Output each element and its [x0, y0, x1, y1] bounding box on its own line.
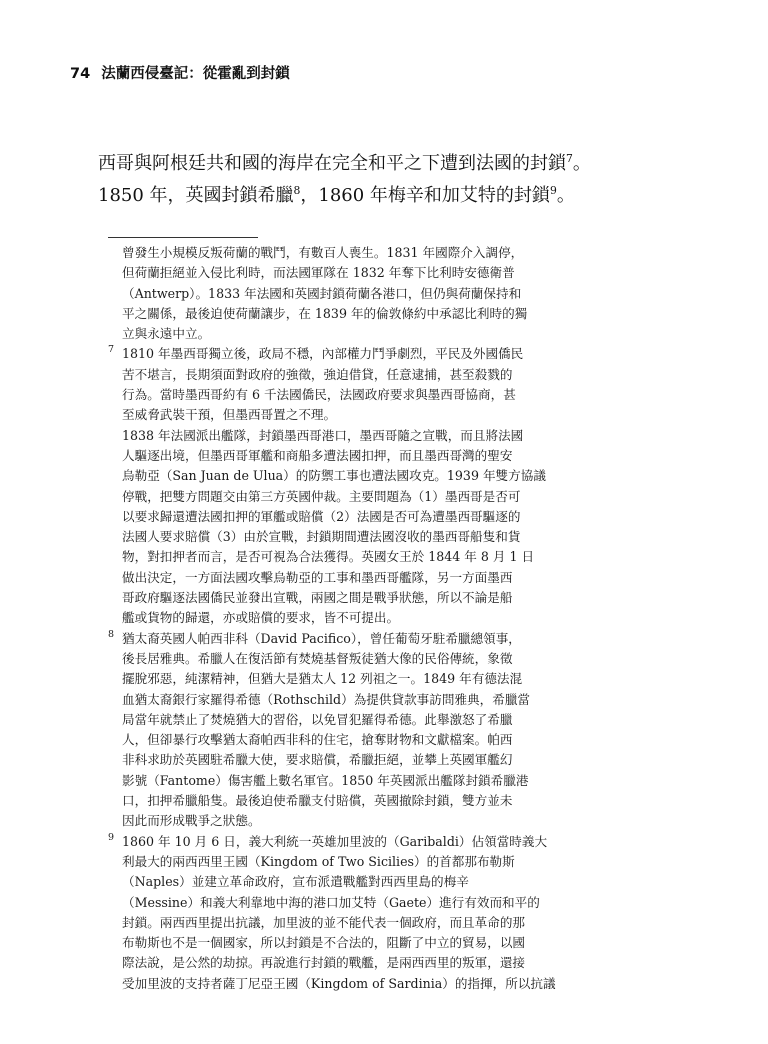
- footnote-number: 8: [108, 628, 115, 640]
- footnote-line: 行為。當時墨西哥約有 6 千法國僑民，法國政府要求與墨西哥協商，甚: [122, 387, 516, 403]
- footnote-line: 擺脫邪惡，純潔精神，但猶大是猶太人 12 列祖之一。1849 年有德法混: [122, 671, 523, 687]
- footnote-line: 平之關係，最後迫使荷蘭讓步，在 1839 年的倫敦條約中承認比利時的獨: [122, 305, 528, 321]
- footnote-line: 但荷蘭拒絕並入侵比利時，而法國軍隊在 1832 年奪下比利時安德衛普: [122, 265, 515, 281]
- footnote-line: （Naples）並建立革命政府，宣布派遣戰艦對西西里島的梅辛: [122, 874, 469, 890]
- footnote-line: 影號（Fantome）傷害艦上數名軍官。1850 年英國派出艦隊封鎖希臘港: [122, 772, 529, 788]
- footnote-line: 立與永遠中立。: [122, 326, 211, 342]
- footnotes: [108, 243, 664, 994]
- footnote-line: 法國人要求賠償（3）由於宣戰，封鎖期間遭法國沒收的墨西哥船隻和貨: [122, 529, 521, 545]
- footnote-line: 受加里波的支持者薩丁尼亞王國（Kingdom of Sardinia）的指揮，所以抗議: [122, 975, 556, 991]
- footnote-rule: [108, 237, 258, 238]
- footnote-ref: 8: [293, 184, 301, 197]
- footnote-7: [108, 344, 664, 628]
- main-text: [98, 148, 678, 212]
- main-text-line: 西哥與阿根廷共和國的海岸在完全和平之下遭到法國的封鎖$^7$。: [98, 152, 591, 174]
- footnote-line: 人，但卻暴行攻擊猶太裔帕西非科的住宅，搶奪財物和文獻檔案。帕西: [122, 732, 513, 748]
- footnote-line: （Antwerp）。1833 年法國和英國封鎖荷蘭各港口，但仍與荷蘭保持和: [122, 285, 522, 301]
- footnote-line: 因此而形成戰爭之狀態。: [122, 813, 261, 829]
- footnote-line: 1810 年墨西哥獨立後，政局不穩，內部權力鬥爭劇烈，平民及外國僑民: [122, 346, 524, 362]
- footnote-line: 局當年就禁止了焚燒猶大的習俗，以免冒犯羅得希德。此舉激怒了希臘: [122, 711, 513, 727]
- footnote-line: 哥政府驅逐法國僑民並發出宣戰，兩國之間是戰爭狀態，所以不論是船: [122, 590, 513, 606]
- footnote-line: 封鎖。兩西西里提出抗議，加里波的並不能代表一個政府，而且革命的那: [122, 914, 525, 930]
- main-text-line: 1850 年，英國封鎖希臘$^8$，1860 年梅辛和加艾特的封鎖$^9$。: [98, 184, 575, 206]
- footnote-line: 做出決定，一方面法國攻擊烏勒亞的工事和墨西哥艦隊，另一方面墨西: [122, 569, 513, 585]
- footnote-line: 物，對扣押者而言，是否可視為合法獲得。英國女王於 1844 年 8 月 1 日: [122, 549, 535, 565]
- page-number: 74: [70, 66, 91, 82]
- footnote-line: 苦不堪言，長期須面對政府的強徵，強迫借貸，任意逮捕，甚至殺戮的: [122, 366, 513, 382]
- footnote-line: 1860 年 10 月 6 日，義大利統一英雄加里波的（Garibaldi）佔領當時義大: [122, 833, 548, 849]
- footnote-line: 曾發生小規模反叛荷蘭的戰鬥，有數百人喪生。1831 年國際介入調停，: [122, 245, 524, 260]
- running-header: [70, 62, 290, 83]
- footnote-line: 至威脅武裝干預，但墨西哥置之不理。: [122, 407, 337, 423]
- footnote-line: 以要求歸還遭法國扣押的軍艦或賠償（2）法國是否可為遭墨西哥驅逐的: [122, 508, 521, 524]
- footnote-9: [108, 832, 664, 994]
- footnote-line: 人驅逐出境，但墨西哥軍艦和商船多遭法國扣押，而且墨西哥灣的聖安: [122, 447, 513, 463]
- footnote-ref: 9: [549, 184, 557, 197]
- footnote-line: 艦或貨物的歸還，亦或賠償的要求，皆不可提出。: [122, 610, 400, 626]
- footnote-line: 後長居雅典。希臘人在復活節有焚燒基督叛徒猶大像的民俗傳統，象徵: [122, 650, 513, 666]
- footnote-number: 7: [108, 344, 115, 356]
- footnote-8: [108, 629, 664, 832]
- footnote-line: 血猶太裔銀行家羅得希德（Rothschild）為提供貸款事訪問雅典，希臘當: [122, 691, 531, 707]
- footnote-line: 猶太裔英國人帕西非科（David Pacifico），曾任葡萄牙駐希臘總領事，: [122, 630, 521, 646]
- book-title: 法蘭西侵臺記：從霍亂到封鎖: [101, 66, 290, 82]
- footnote-line: 布勒斯也不是一個國家，所以封鎖是不合法的，阻斷了中立的貿易，以國: [122, 935, 525, 951]
- footnote-line: 口，扣押希臘船隻。最後迫使希臘支付賠償，英國撤除封鎖，雙方並未: [122, 793, 513, 809]
- footnote-line: 際法說，是公然的劫掠。再說進行封鎖的戰艦，是兩西西里的叛軍，還接: [122, 955, 525, 971]
- footnote-ref: 7: [566, 152, 573, 165]
- footnote-line: 停戰，把雙方問題交由第三方英國仲裁。主要問題為（1）墨西哥是否可: [122, 488, 521, 504]
- footnote-line: 利最大的兩西西里王國（Kingdom of Two Sicilies）的首都那布勒斯: [122, 853, 515, 869]
- footnote-line: 非科求助於英國駐希臘大使，要求賠償，希臘拒絕，並攀上英國軍艦幻: [122, 752, 513, 768]
- footnote-line: 烏勒亞（San Juan de Ulua）的防禦工事也遭法國攻克。1939 年雙方協議: [122, 468, 546, 484]
- footnote-number: 9: [108, 831, 115, 843]
- footnote-line: 1838 年法國派出艦隊，封鎖墨西哥港口，墨西哥隨之宣戰，而且將法國: [122, 427, 524, 443]
- footnote-line: （Messine）和義大利靠地中海的港口加艾特（Gaete）進行有效而和平的: [122, 894, 540, 910]
- footnote-continuation: [108, 243, 664, 344]
